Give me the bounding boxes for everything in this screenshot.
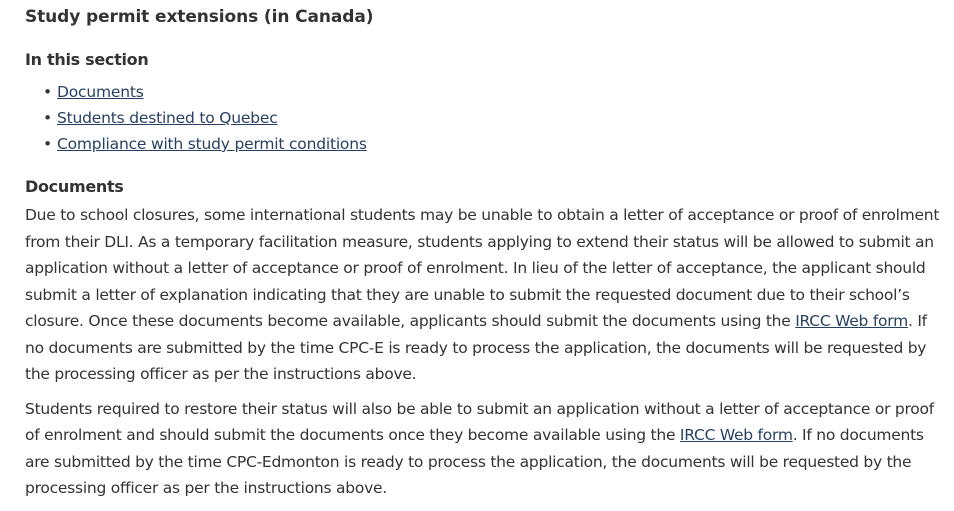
documents-paragraph-2 bbox=[25, 396, 943, 502]
section-toc-list bbox=[25, 79, 943, 157]
in-this-section-heading: In this section bbox=[25, 50, 149, 69]
p1-text-after: . If no documents are submitted by the time CPC-E is ready to process the application, the documents will be requested by the processing officer as per the instructions above. bbox=[25, 312, 927, 383]
toc-item-quebec bbox=[43, 105, 943, 131]
ircc-web-form-link-1[interactable]: IRCC Web form bbox=[795, 312, 908, 330]
documents-heading: Documents bbox=[25, 177, 124, 196]
ircc-web-form-link-2[interactable]: IRCC Web form bbox=[679, 426, 793, 444]
toc-link-compliance[interactable]: Compliance with study permit conditions bbox=[57, 135, 367, 153]
toc-item-compliance bbox=[43, 131, 943, 157]
p1-text-before: Due to school closures, some international students may be unable to obtain a letter of acceptance or proof of enrolment from their DLI. As a temporary facilitation measure, students applying to extend their status will be allowed to submit an application without a letter of acceptance or proof of enrolment. In lieu of the letter of acceptance, the applicant should submit a letter of explanation indicating that they are unable to submit the requested document due to their school’s closure. Once these documents become available, applicants should submit the documents using the bbox=[25, 206, 940, 330]
toc-link-documents[interactable]: Documents bbox=[57, 83, 144, 101]
p2-text-before: Students required to restore their status will also be able to submit an application without a letter of acceptance or proof of enrolment and should submit the documents once they become available using the bbox=[25, 399, 934, 444]
documents-paragraph-1 bbox=[25, 202, 943, 388]
toc-item-documents bbox=[43, 79, 943, 105]
toc-link-students-destined-to-quebec[interactable]: Students destined to Quebec bbox=[57, 109, 278, 127]
p2-text-after: . If no documents are submitted by the time CPC-Edmonton is ready to process the application, the documents will be requested by the processing officer as per the instructions above. bbox=[25, 426, 924, 497]
page-title: Study permit extensions (in Canada) bbox=[25, 7, 374, 27]
